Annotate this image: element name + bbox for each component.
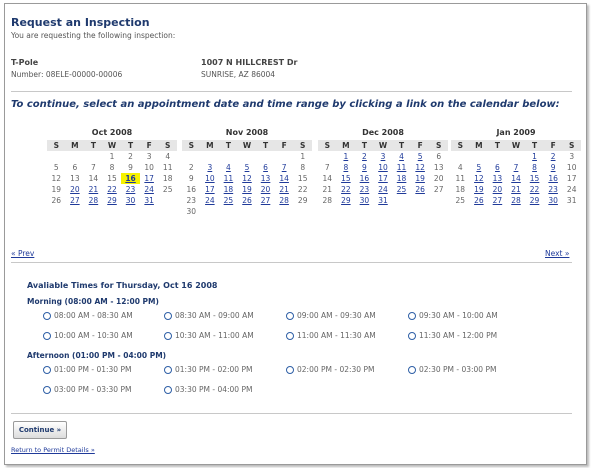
day-link[interactable]: 14 [511, 174, 521, 183]
day-cell: 10 [144, 163, 154, 172]
day-cell [84, 151, 103, 162]
time-slot-option[interactable] [286, 311, 376, 320]
day-link[interactable]: 9 [362, 163, 367, 172]
day-cell [238, 206, 257, 217]
time-slot-option[interactable] [286, 365, 374, 374]
day-cell: 23 [186, 196, 197, 205]
day-cell: 3 [146, 152, 152, 161]
time-slot-label: 08:00 AM - 08:30 AM [54, 311, 133, 320]
day-cell: 3 [569, 152, 575, 161]
day-link[interactable]: 22 [107, 185, 117, 194]
day-link[interactable]: 24 [144, 185, 154, 194]
permit-number: Number: 08ELE-00000-00006 [11, 70, 123, 79]
day-link[interactable]: 13 [260, 174, 271, 183]
day-cell: 6 [72, 163, 78, 172]
day-link[interactable]: 23 [548, 185, 558, 194]
weekday-header: T [525, 140, 544, 151]
day-link[interactable]: 12 [415, 163, 425, 172]
time-slot-label: 01:30 PM - 02:00 PM [175, 365, 253, 374]
time-slot-label: 11:30 AM - 12:00 PM [419, 331, 498, 340]
day-link[interactable]: 29 [341, 196, 351, 205]
calendar-month [47, 128, 177, 206]
month-title: Oct 2008 [91, 128, 133, 137]
weekday-header: F [140, 140, 159, 151]
day-cell: 14 [322, 174, 333, 183]
day-cell: 1 [300, 152, 306, 161]
available-times-heading: Avaliable Times for Thursday, Oct 16 2008 [27, 281, 218, 290]
time-slot-label: 08:30 AM - 09:00 AM [175, 311, 254, 320]
radio-button[interactable] [286, 312, 294, 320]
day-cell [275, 206, 294, 217]
weekday-header: M [337, 140, 356, 151]
day-link[interactable]: 4 [399, 152, 404, 161]
day-link[interactable]: 17 [144, 174, 154, 183]
prev-link[interactable]: « Prev [11, 249, 35, 258]
page-subtitle: You are requesting the following inspection: [11, 31, 176, 40]
day-link[interactable]: 9 [550, 163, 556, 172]
weekday-header: S [158, 140, 177, 151]
next-link[interactable]: Next » [545, 249, 570, 258]
day-link[interactable]: 2 [550, 152, 556, 161]
day-cell [256, 206, 275, 217]
weekday-header: S [318, 140, 337, 151]
day-link[interactable]: 23 [125, 185, 136, 194]
month-grid [47, 140, 177, 206]
day-link[interactable]: 30 [125, 196, 136, 205]
weekday-header: S [562, 140, 581, 151]
day-cell [66, 151, 85, 162]
day-link[interactable]: 15 [529, 174, 540, 183]
morning-label: Morning (08:00 AM - 12:00 PM) [27, 297, 159, 306]
weekday-header: T [121, 140, 140, 151]
day-link[interactable]: 16 [548, 174, 558, 183]
day-link[interactable]: 16 [359, 174, 370, 183]
day-cell [451, 151, 470, 162]
day-cell: 8 [109, 163, 115, 172]
weekday-header: W [374, 140, 393, 151]
day-cell: 13 [433, 163, 444, 172]
day-link[interactable]: 5 [244, 163, 250, 172]
radio-button[interactable] [286, 366, 294, 374]
day-link[interactable]: 17 [378, 174, 388, 183]
day-link[interactable]: 11 [396, 163, 407, 172]
day-link[interactable]: 20 [260, 185, 271, 194]
day-link[interactable]: 26 [415, 185, 425, 194]
day-link[interactable]: 13 [492, 174, 503, 183]
day-link[interactable]: 12 [474, 174, 484, 183]
weekday-header: M [66, 140, 85, 151]
permit-type: T-Pole [11, 58, 39, 67]
day-cell: 12 [51, 174, 62, 183]
day-cell [201, 206, 220, 217]
day-cell: 13 [70, 174, 80, 183]
day-link[interactable]: 10 [205, 174, 215, 183]
day-link[interactable]: 30 [359, 196, 370, 205]
day-cell [219, 151, 238, 162]
day-cell: 5 [53, 163, 59, 172]
time-slot-option[interactable] [164, 385, 252, 394]
weekday-header: S [182, 140, 201, 151]
day-cell: 28 [322, 196, 333, 205]
radio-button[interactable] [43, 332, 51, 340]
day-link[interactable]: 11 [223, 174, 234, 183]
day-link[interactable]: 28 [88, 196, 99, 205]
day-cell: 10 [566, 163, 577, 172]
day-link[interactable]: 19 [474, 185, 484, 194]
day-cell [392, 195, 411, 206]
day-link[interactable]: 24 [378, 185, 388, 194]
radio-button[interactable] [164, 366, 172, 374]
day-cell: 26 [51, 196, 62, 205]
day-link[interactable]: 8 [532, 163, 537, 172]
day-cell: 4 [165, 152, 171, 161]
page-title: Request an Inspection [11, 16, 150, 29]
day-link[interactable]: 27 [492, 196, 503, 205]
day-cell: 16 [186, 185, 197, 194]
day-link[interactable]: 8 [343, 163, 349, 172]
day-link[interactable]: 29 [107, 196, 117, 205]
time-slot-label: 10:30 AM - 11:00 AM [175, 331, 254, 340]
day-link[interactable]: 5 [417, 152, 423, 161]
time-slot-label: 09:30 AM - 10:00 AM [419, 311, 498, 320]
radio-button[interactable] [408, 366, 416, 374]
day-link[interactable]: 20 [492, 185, 503, 194]
time-slot-option[interactable] [408, 311, 498, 320]
day-cell [275, 151, 294, 162]
time-slot-label: 10:00 AM - 10:30 AM [54, 331, 133, 340]
day-link[interactable]: 19 [415, 174, 425, 183]
day-link[interactable]: 17 [205, 185, 215, 194]
day-cell: 22 [297, 185, 308, 194]
time-slot-option[interactable] [164, 331, 254, 340]
day-cell: 29 [297, 196, 308, 205]
day-cell: 18 [162, 174, 173, 183]
month-title: Dec 2008 [362, 128, 404, 137]
day-cell: 2 [128, 152, 133, 161]
calendar-instruction: To continue, select an appointment date and time range by clicking a link on the calendar below: [11, 99, 560, 110]
day-cell: 17 [566, 174, 577, 183]
time-slot-option[interactable] [164, 365, 252, 374]
day-link[interactable]: 20 [70, 185, 80, 194]
day-link[interactable]: 22 [529, 185, 540, 194]
month-grid [182, 140, 312, 217]
day-cell [158, 195, 177, 206]
day-link[interactable]: 31 [378, 196, 388, 205]
day-cell: 1 [109, 152, 115, 161]
day-link[interactable]: 30 [548, 196, 558, 205]
day-cell [47, 151, 66, 162]
day-link[interactable]: 19 [242, 185, 252, 194]
continue-button[interactable]: Continue » [13, 421, 67, 439]
day-link[interactable]: 21 [279, 185, 289, 194]
day-cell [411, 195, 430, 206]
divider [11, 91, 572, 92]
weekday-header: S [429, 140, 448, 151]
weekday-header: T [256, 140, 275, 151]
radio-button[interactable] [408, 312, 416, 320]
time-slot-option[interactable] [43, 331, 133, 340]
day-link[interactable]: 1 [532, 152, 537, 161]
day-link[interactable]: 25 [223, 196, 234, 205]
radio-button[interactable] [164, 332, 172, 340]
day-cell: 9 [188, 174, 194, 183]
day-cell: 24 [566, 185, 577, 194]
day-cell [219, 206, 238, 217]
month-grid [318, 140, 448, 206]
time-slot-option[interactable] [43, 365, 131, 374]
weekday-header: S [451, 140, 470, 151]
time-slot-option[interactable] [408, 365, 496, 374]
day-cell: 8 [300, 163, 306, 172]
month-title: Nov 2008 [225, 128, 269, 137]
weekday-header: F [544, 140, 563, 151]
radio-button[interactable] [164, 312, 172, 320]
divider [11, 413, 572, 414]
weekday-header: T [392, 140, 411, 151]
weekday-header: S [293, 140, 312, 151]
weekday-header: M [470, 140, 489, 151]
day-link[interactable]: 27 [260, 196, 271, 205]
day-cell: 19 [51, 185, 62, 194]
weekday-header: W [507, 140, 526, 151]
calendar-month [182, 128, 312, 217]
time-slot-label: 03:00 PM - 03:30 PM [54, 385, 132, 394]
day-cell [256, 151, 275, 162]
day-link[interactable]: 1 [343, 152, 349, 161]
day-cell: 20 [433, 174, 444, 183]
weekday-header: S [47, 140, 66, 151]
calendar-month [451, 128, 581, 206]
day-cell [201, 151, 220, 162]
selected-day[interactable]: 16 [121, 173, 140, 184]
day-link[interactable]: 4 [226, 163, 231, 172]
day-link[interactable]: 25 [396, 185, 407, 194]
day-cell: 15 [297, 174, 308, 183]
day-cell: 14 [88, 174, 99, 183]
return-to-permit-link[interactable]: Return to Permit Details » [11, 446, 95, 454]
day-cell: 15 [107, 174, 117, 183]
time-slot-label: 03:30 PM - 04:00 PM [175, 385, 253, 394]
day-cell: 4 [457, 163, 463, 172]
day-link[interactable]: 21 [511, 185, 521, 194]
day-cell: 9 [128, 163, 133, 172]
month-grid [451, 140, 581, 206]
radio-button[interactable] [43, 366, 51, 374]
weekday-header: F [411, 140, 430, 151]
day-link[interactable]: 10 [378, 163, 388, 172]
weekday-header: T [219, 140, 238, 151]
day-link[interactable]: 28 [511, 196, 521, 205]
time-slot-option[interactable] [43, 311, 133, 320]
day-link[interactable]: 26 [242, 196, 252, 205]
day-link[interactable]: 15 [341, 174, 351, 183]
day-link[interactable]: 28 [279, 196, 289, 205]
day-cell: 30 [186, 207, 197, 216]
day-cell: 25 [162, 185, 173, 194]
day-link[interactable]: 21 [88, 185, 99, 194]
weekday-header: W [103, 140, 122, 151]
day-cell [507, 151, 526, 162]
day-link[interactable]: 7 [513, 163, 519, 172]
radio-button[interactable] [408, 332, 416, 340]
time-slot-label: 09:00 AM - 09:30 AM [297, 311, 376, 320]
day-link[interactable]: 22 [341, 185, 351, 194]
day-cell: 11 [455, 174, 466, 183]
day-link[interactable]: 18 [223, 185, 234, 194]
day-link[interactable]: 12 [242, 174, 252, 183]
day-cell: 7 [324, 163, 330, 172]
day-cell [318, 151, 337, 162]
weekday-header: M [201, 140, 220, 151]
time-slot-label: 02:00 PM - 02:30 PM [297, 365, 375, 374]
day-link[interactable]: 31 [144, 196, 154, 205]
day-link[interactable]: 3 [207, 163, 213, 172]
day-link[interactable]: 24 [205, 196, 215, 205]
day-link[interactable]: 26 [474, 196, 484, 205]
day-cell: 27 [433, 185, 444, 194]
day-cell [293, 206, 312, 217]
day-cell: 11 [162, 163, 173, 172]
day-link[interactable]: 27 [70, 196, 80, 205]
day-cell [488, 151, 507, 162]
time-slot-option[interactable] [286, 331, 376, 340]
time-slot-option[interactable] [164, 311, 254, 320]
day-cell [238, 151, 257, 162]
calendar-month [318, 128, 448, 206]
radio-button[interactable] [164, 386, 172, 394]
day-cell: 18 [455, 185, 466, 194]
day-cell: 21 [322, 185, 333, 194]
weekday-header: T [355, 140, 374, 151]
day-cell: 25 [455, 196, 466, 205]
permit-address-line1: 1007 N HILLCREST Dr [201, 58, 298, 67]
month-title: Jan 2009 [496, 128, 536, 137]
day-link[interactable]: 18 [396, 174, 407, 183]
radio-button[interactable] [43, 386, 51, 394]
weekday-header: T [488, 140, 507, 151]
weekday-header: W [238, 140, 257, 151]
time-slot-option[interactable] [43, 385, 131, 394]
afternoon-label: Afternoon (01:00 PM - 04:00 PM) [27, 351, 167, 360]
day-cell: 2 [188, 163, 194, 172]
day-link[interactable]: 23 [359, 185, 370, 194]
day-link[interactable]: 2 [362, 152, 367, 161]
time-slot-label: 01:00 PM - 01:30 PM [54, 365, 132, 374]
day-cell [429, 195, 448, 206]
day-cell [470, 151, 489, 162]
weekday-header: T [84, 140, 103, 151]
day-cell [182, 151, 201, 162]
day-cell: 31 [566, 196, 577, 205]
day-link[interactable]: 3 [380, 152, 386, 161]
day-link[interactable]: 29 [529, 196, 540, 205]
day-link[interactable]: 6 [263, 163, 268, 172]
day-link[interactable]: 14 [279, 174, 289, 183]
weekday-header: F [275, 140, 294, 151]
day-link[interactable]: 7 [281, 163, 287, 172]
day-cell: 6 [436, 152, 442, 161]
permit-address-line2: SUNRISE, AZ 86004 [201, 70, 276, 79]
time-slot-label: 02:30 PM - 03:00 PM [419, 365, 497, 374]
day-link[interactable]: 6 [495, 163, 500, 172]
radio-button[interactable] [286, 332, 294, 340]
divider [11, 262, 572, 263]
time-slot-label: 11:00 AM - 11:30 AM [297, 331, 376, 340]
day-link[interactable]: 5 [476, 163, 482, 172]
radio-button[interactable] [43, 312, 51, 320]
time-slot-option[interactable] [408, 331, 497, 340]
day-cell: 7 [91, 163, 96, 172]
